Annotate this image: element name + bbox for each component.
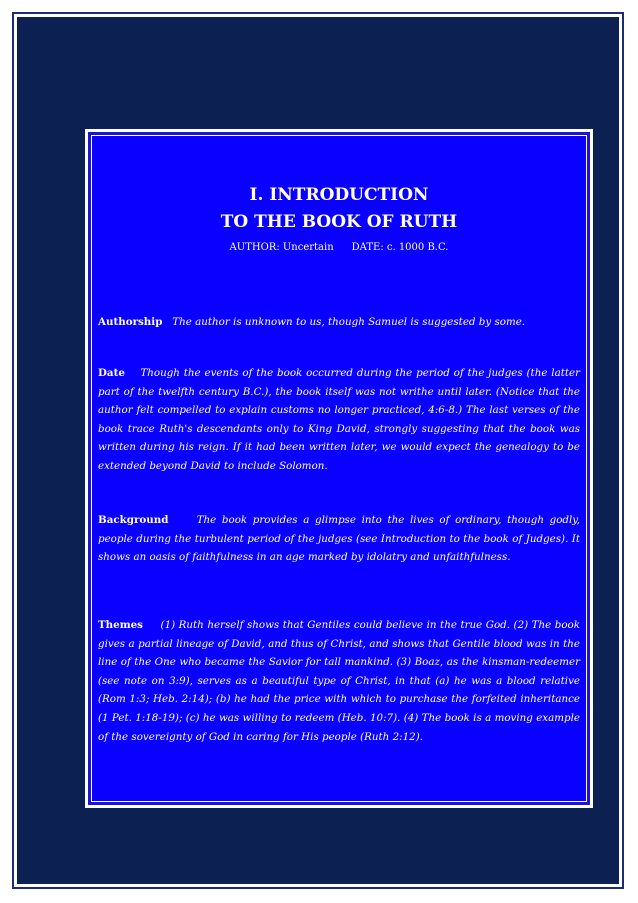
themes-text: (1) Ruth herself shows that Gentiles could believe in the true God. (2) The book gives a partial lineage of David, and thus of Christ, and shows that Gentile blood was in the line of the One who became the Savior for tall mankind. (3) Boaz, as the kinsman-redeemer (see note on 3:9), serves as a beautiful type of Christ, in that (a) he was a blood relative (Rom 1:3; Heb. 2:14); (b) he had the price with which to purchase the forfeited inheritance (1 Pet. 1:18-19); (c) he was willing to redeem (Heb. 10:7). (4) The book is a moving example of the sovereignty of God in caring for His people (Ruth 2:12). <box>98 619 580 743</box>
authorship-label: Authorship <box>98 316 163 328</box>
content-panel-inner <box>91 135 587 802</box>
date-label: Date <box>98 367 125 379</box>
page-background <box>17 17 619 884</box>
author-info: AUTHOR: Uncertain <box>229 242 334 253</box>
themes-label: Themes <box>98 619 143 631</box>
authorship-section <box>98 313 580 332</box>
content-panel <box>85 129 593 808</box>
background-text: The book provides a glimpse into the lives of ordinary, though godly, people during the turbulent period of the judges (see Introduction to the book of Judges). It shows an oasis of faithfulness in an age marked by idolatry and unfaithfulness. <box>98 514 580 564</box>
book-meta <box>92 242 586 253</box>
date-section <box>98 364 580 476</box>
authorship-text: The author is unknown to us, though Samuel is suggested by some. <box>172 316 526 328</box>
background-label: Background <box>98 514 169 526</box>
date-text: Though the events of the book occurred during the period of the judges (the latter part of the twelfth century B.C.), the book itself was not writhe until later. (Notice that the author felt compelled to explain customs no longer practiced, 4:6-8.) The last verses of the book trace Ruth's descendants only to King David, strongly suggesting that the book was written during his reign. If it had been written later, we would expect the genealogy to be extended beyond David to include Solomon. <box>98 367 580 472</box>
themes-section <box>98 616 580 746</box>
title-line-1: I. INTRODUCTION <box>249 185 429 205</box>
page-title <box>92 182 586 236</box>
title-line-2: TO THE BOOK OF RUTH <box>220 212 458 232</box>
background-section <box>98 511 580 567</box>
date-info: DATE: c. 1000 B.C. <box>351 242 449 253</box>
page-frame <box>12 12 624 889</box>
